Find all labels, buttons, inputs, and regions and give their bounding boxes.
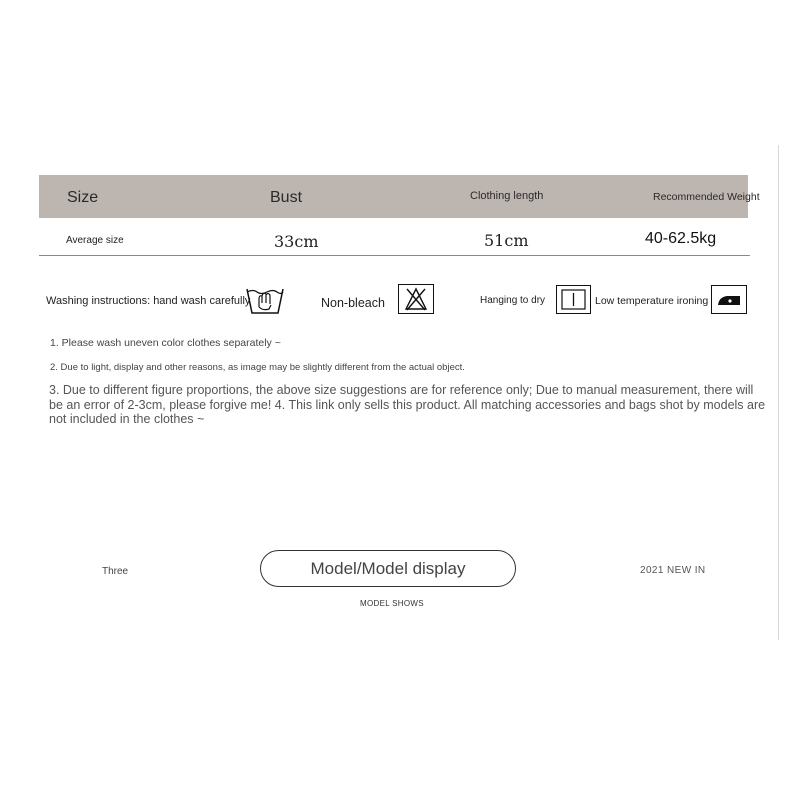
size-table-header bbox=[39, 175, 760, 218]
row-weight: 40-62.5kg bbox=[645, 230, 717, 247]
header-recommended-weight: Recommended Weight bbox=[653, 191, 760, 203]
drying-label: Hanging to dry bbox=[480, 295, 546, 306]
note-2: 2. Due to light, display and other reasons, as image may be slightly different from the actual object. bbox=[50, 362, 465, 373]
table-bottom-rule bbox=[39, 255, 750, 256]
right-edge-rule bbox=[778, 145, 779, 640]
model-display-label: Model/Model display bbox=[310, 558, 466, 578]
new-in-label: 2021 NEW IN bbox=[640, 565, 706, 576]
ironing-label: Low temperature ironing bbox=[595, 295, 709, 307]
header-size: Size bbox=[67, 189, 99, 206]
no-bleach-icon bbox=[398, 284, 434, 314]
footer-left-label: Three bbox=[102, 566, 129, 577]
header-bust: Bust bbox=[270, 189, 303, 206]
hand-wash-icon bbox=[245, 283, 285, 315]
note-3: 3. Due to different figure proportions, the above size suggestions are for reference only; Due to manual measurement, there will be an error of 2-3cm, please forgive me! 4. This link only sells this product. All matching accessories and bags shot by models are not included in the clothes ~ bbox=[49, 383, 766, 426]
row-size: Average size bbox=[66, 235, 124, 246]
header-clothing-length: Clothing length bbox=[470, 190, 544, 202]
row-bust: 33cm bbox=[274, 232, 319, 251]
hang-dry-icon bbox=[556, 285, 591, 314]
low-iron-icon bbox=[711, 285, 747, 314]
model-shows-subtitle: MODEL SHOWS bbox=[360, 599, 424, 608]
row-clothing-length: 51cm bbox=[484, 231, 529, 250]
model-display-pill bbox=[260, 550, 516, 587]
note-1: 1. Please wash uneven color clothes separately ~ bbox=[50, 337, 281, 349]
washing-label: Washing instructions: hand wash carefully bbox=[46, 295, 251, 307]
bleach-label: Non-bleach bbox=[321, 296, 385, 310]
